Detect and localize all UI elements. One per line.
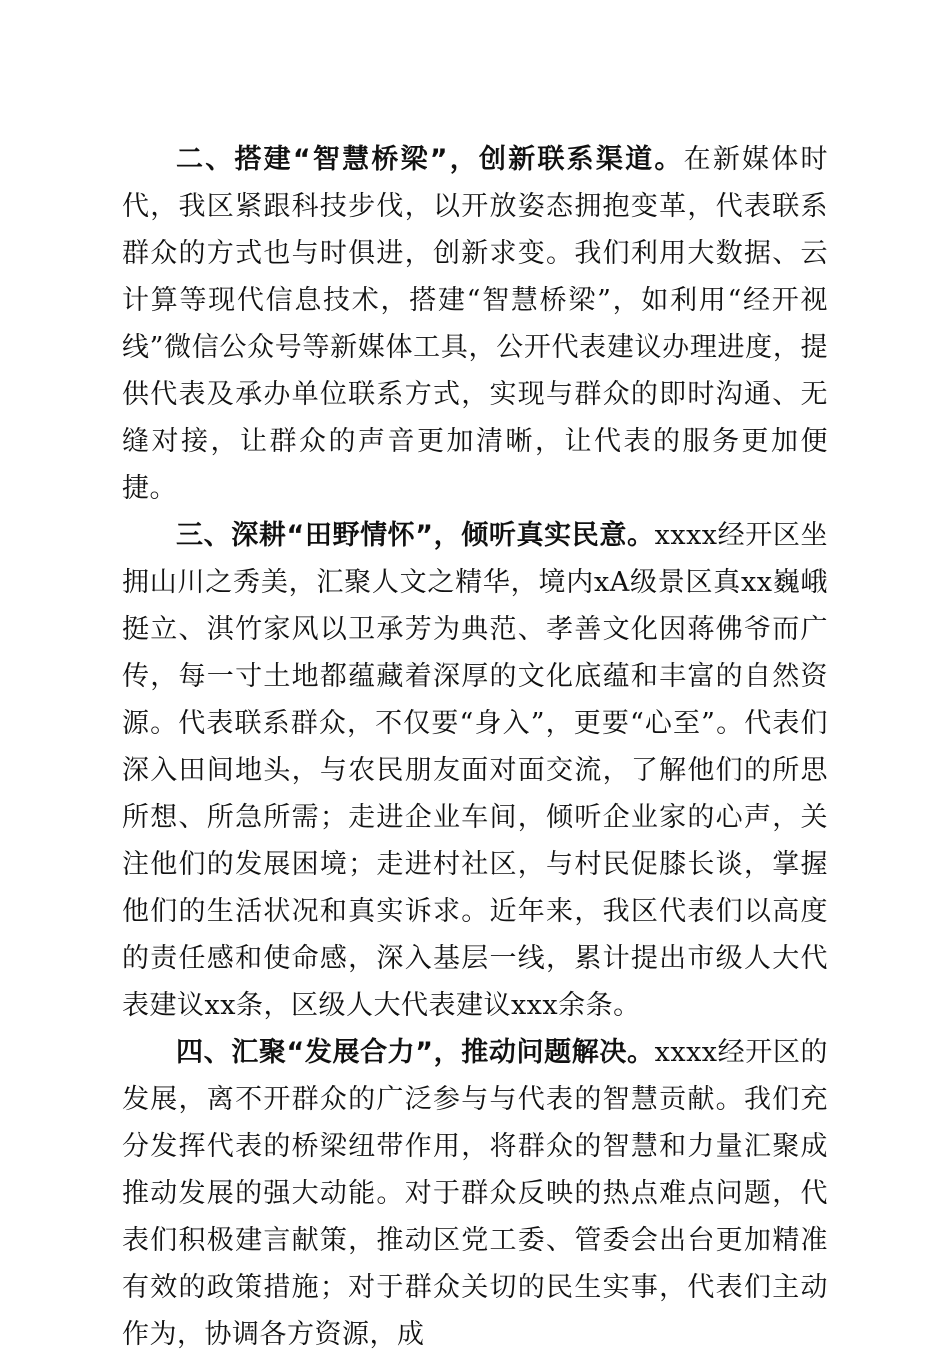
paragraph-heading: 三、深耕“田野情怀”，倾听真实民意。 [176,520,655,551]
paragraph-heading: 二、搭建“智慧桥梁”，创新联系渠道。 [176,144,684,175]
paragraph-body: xxxx经开区的发展，离不开群众的广泛参与与代表的智慧贡献。我们充分发挥代表的桥梁纽带作用，将群众的智慧和力量汇聚成推动发展的强大动能。对于群众反映的热点难点问题，代表们积极建言献策，推动区党工委、管委会出台更加精准有效的政策措施；对于群众关切的民生实事，代表们主动作为，协调各方资源，成 [122,1037,828,1350]
paragraph-field-sentiment [122,512,828,1029]
paragraph-body: 在新媒体时代，我区紧跟科技步伐，以开放姿态拥抱变革，代表联系群众的方式也与时俱进，创新求变。我们利用大数据、云计算等现代信息技术，搭建“智慧桥梁”，如利用“经开视线”微信公众号等新媒体工具，公开代表建议办理进度，提供代表及承办单位联系方式，实现与群众的即时沟通、无缝对接，让群众的声音更加清晰，让代表的服务更加便捷。 [122,144,829,504]
paragraph-development-synergy [122,1029,828,1358]
paragraph-heading: 四、汇聚“发展合力”，推动问题解决。 [176,1037,655,1068]
document-page [122,136,828,1358]
paragraph-smart-bridge [122,136,828,512]
paragraph-body: xxxx经开区坐拥山川之秀美，汇聚人文之精华，境内xA级景区真xx巍峨挺立、淇竹家风以卫承芳为典范、孝善文化因蒋佛爷而广传，每一寸土地都蕴藏着深厚的文化底蕴和丰富的自然资源。代表联系群众，不仅要“身入”，更要“心至”。代表们深入田间地头，与农民朋友面对面交流，了解他们的所思所想、所急所需；走进企业车间，倾听企业家的心声，关注他们的发展困境；走进村社区，与村民促膝长谈，掌握他们的生活状况和真实诉求。近年来，我区代表们以高度的责任感和使命感，深入基层一线，累计提出市级人大代表建议xx条，区级人大代表建议xxx余条。 [122,520,828,1021]
